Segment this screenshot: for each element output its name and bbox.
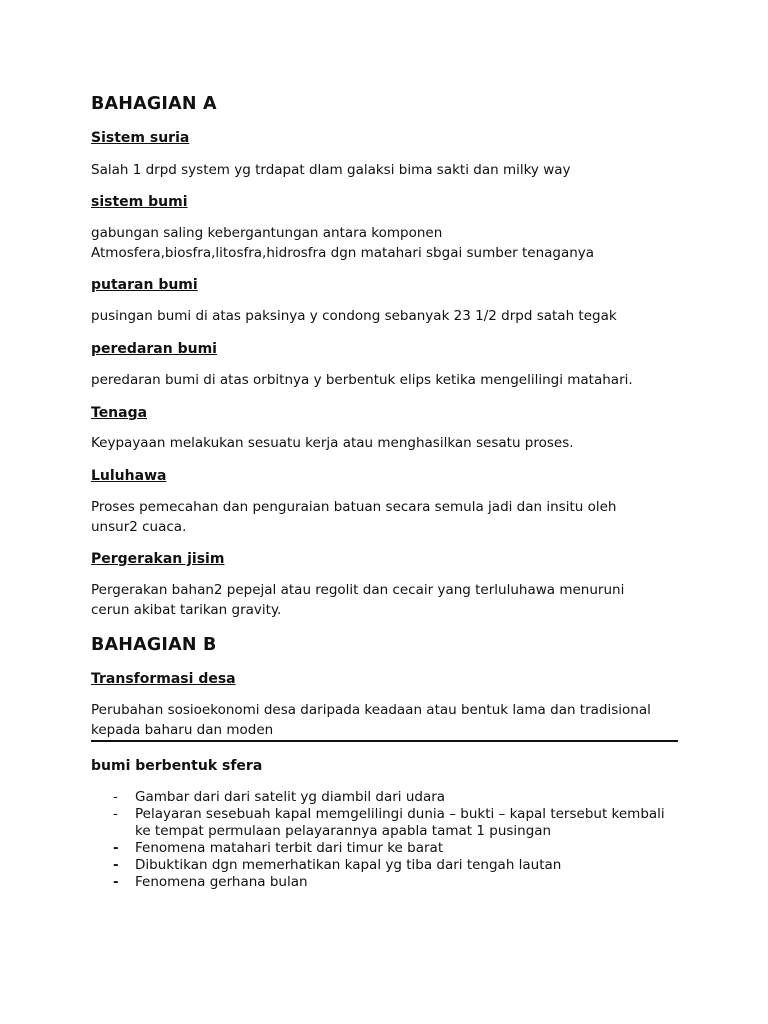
body-transformasi-desa [91, 701, 691, 740]
list-item-text: Fenomena matahari terbit dari timur ke barat [135, 840, 444, 856]
body-line: kepada baharu dan moden [91, 721, 274, 738]
body-line: Atmosfera,biosfra,litosfra,hidrosfra dgn matahari sbgai sumber tenaganya [91, 244, 595, 261]
horizontal-rule [91, 740, 678, 742]
bullet-dash: - [113, 840, 119, 856]
heading-bumi-berbentuk-sfera: bumi berbentuk sfera [91, 758, 263, 774]
body-sistem-suria: Salah 1 drpd system yg trdapat dlam galaksi bima sakti dan milky way [91, 162, 571, 178]
heading-sistem-suria: Sistem suria [91, 130, 190, 146]
body-line: Pergerakan bahan2 pepejal atau regolit dan cecair yang terluluhawa menuruni [91, 582, 625, 598]
heading-peredaran-bumi: peredaran bumi [91, 341, 217, 357]
body-luluhawa [91, 498, 691, 537]
list-item [113, 840, 693, 857]
body-putaran-bumi: pusingan bumi di atas paksinya y condong sebanyak 23 1/2 drpd satah tegak [91, 308, 617, 324]
body-line: Proses pemecahan dan penguraian batuan secara semula jadi dan insitu oleh [91, 499, 617, 515]
list-item-text: Dibuktikan dgn memerhatikan kapal yg tiba dari tengah lautan [135, 857, 562, 873]
body-line: Perubahan sosioekonomi desa daripada keadaan atau bentuk lama dan tradisional [91, 702, 651, 718]
body-line: gabungan saling kebergantungan antara komponen [91, 225, 443, 241]
bullet-dash: - [113, 857, 119, 873]
list-item [113, 789, 693, 806]
heading-sistem-bumi: sistem bumi [91, 194, 188, 210]
body-pergerakan-jisim [91, 581, 691, 620]
list-item-text: Pelayaran sesebuah kapal memgelilingi dunia – bukti – kapal tersebut kembali [135, 806, 665, 822]
list-item [113, 857, 693, 874]
bullet-dash: - [113, 789, 118, 805]
body-sistem-bumi [91, 224, 691, 263]
heading-pergerakan-jisim: Pergerakan jisim [91, 551, 225, 567]
bullet-dash: - [113, 806, 118, 822]
heading-tenaga: Tenaga [91, 405, 148, 421]
bullet-dash: - [113, 874, 119, 890]
list-item-text: Fenomena gerhana bulan [135, 874, 308, 890]
section-a-title: BAHAGIAN A [91, 94, 217, 114]
list-item-text: Gambar dari dari satelit yg diambil dari udara [135, 789, 446, 805]
body-line: cerun akibat tarikan gravity. [91, 601, 282, 618]
section-b-title: BAHAGIAN B [91, 635, 217, 655]
heading-transformasi-desa: Transformasi desa [91, 671, 236, 687]
list-item [113, 806, 693, 840]
sfera-evidence-list [113, 789, 693, 891]
heading-luluhawa: Luluhawa [91, 468, 167, 484]
heading-putaran-bumi: putaran bumi [91, 277, 198, 293]
body-tenaga: Keypayaan melakukan sesuatu kerja atau menghasilkan sesatu proses. [91, 435, 574, 451]
body-peredaran-bumi: peredaran bumi di atas orbitnya y berbentuk elips ketika mengelilingi matahari. [91, 372, 633, 388]
list-item [113, 874, 693, 891]
list-item-text: ke tempat permulaan pelayarannya apabla tamat 1 pusingan [135, 823, 552, 839]
body-line: unsur2 cuaca. [91, 518, 187, 535]
